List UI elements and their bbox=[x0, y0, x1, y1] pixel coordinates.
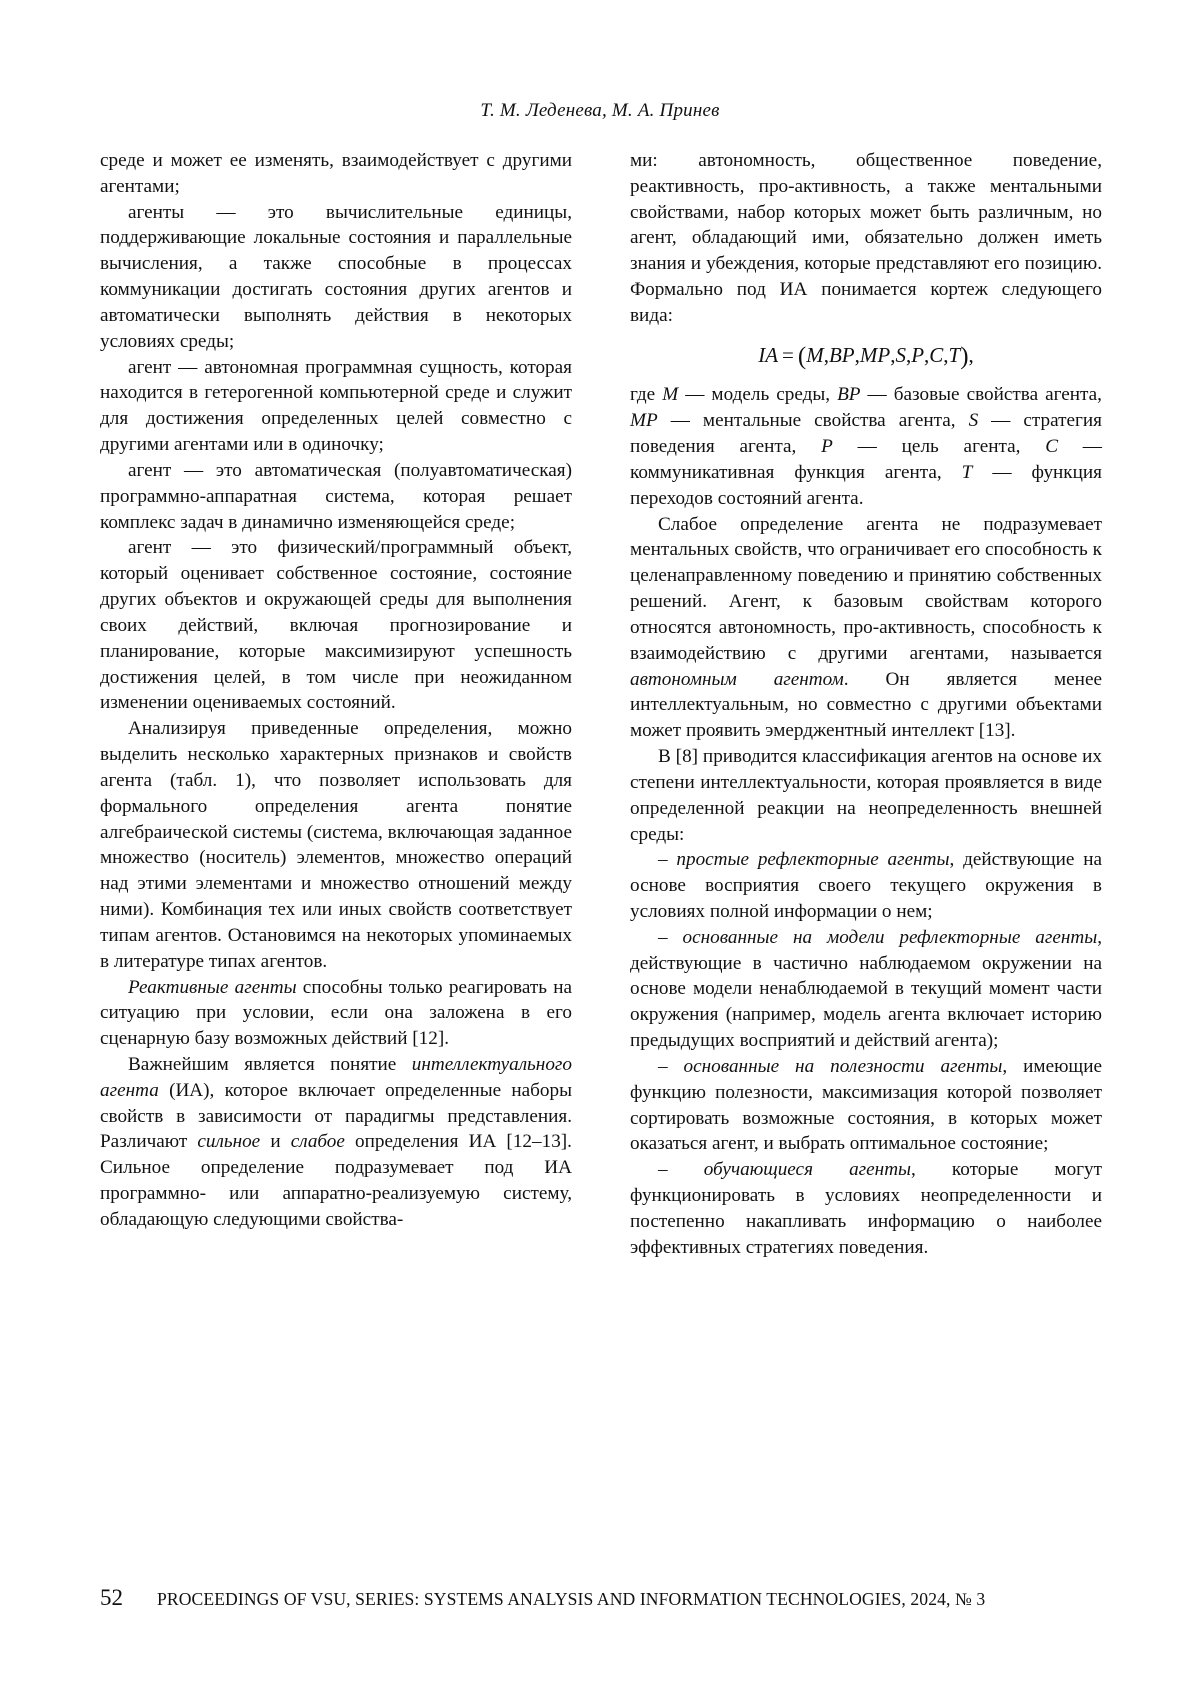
left-column bbox=[100, 148, 572, 1418]
list-dash: – bbox=[658, 926, 683, 948]
list-item-text: , которые могут функционировать в условиях неопределенности и постепенно накапливать информацию о наиболее эффективных стратегиях поведения. bbox=[630, 1159, 1103, 1258]
paragraph-text: Важнейшим является понятие bbox=[128, 1053, 412, 1075]
paragraph-intelligent-agent bbox=[100, 1052, 572, 1233]
symbol-MP: MP bbox=[630, 410, 658, 432]
formula-close-paren: ) bbox=[960, 342, 969, 370]
paragraph-text: способны только реагировать на ситуацию при условии, если она заложена в его сценарную базу возможных действий [12]. bbox=[100, 976, 572, 1050]
list-item-text: , действующие на основе восприятия своего текущего окружения в условиях полной информации о нем; bbox=[630, 849, 1102, 922]
formula-sep: , bbox=[823, 342, 829, 367]
running-head: Т. М. Леденева, М. А. Принев bbox=[480, 100, 720, 121]
paragraph: ми: автономность, общественное поведение, реактивность, про-активность, а также ментальными свойствами, набор которых может быть различным, но агент, обладающий ими, обязательно должен иметь знания и убеждения, которые представляют его позицию. Формально под ИА понимается кортеж следующего вида: bbox=[630, 150, 1102, 326]
list-item-simple-reflex bbox=[630, 847, 1102, 924]
list-item-learning bbox=[630, 1157, 1102, 1260]
symbol-C: C bbox=[1045, 436, 1059, 458]
paragraph-text: определения ИА [12–13]. Сильное определение подразумевает под ИА программно- или аппаратно-реализуемую систему, обладающую следующими свойства- bbox=[100, 1131, 572, 1230]
formula-open-paren: ( bbox=[797, 342, 807, 370]
symbol-P: P bbox=[821, 436, 833, 458]
paragraph: В [8] приводится классификация агентов на основе их степени интеллектуальности, которая проявляется в виде определенной реакции на неопределенность внешней среды: bbox=[630, 746, 1102, 845]
paragraph: агент — это физический/программный объект, который оценивает собственное состояние, состояние других объектов и окружающей среды для выполнения своих действий, включая прогнозирование и планирование, которые максимизируют успешность достижения целей, в том числе при неожиданном изменении оцениваемых состояний. bbox=[100, 537, 572, 714]
formula-arg: P bbox=[911, 342, 925, 367]
formula-sep: , bbox=[890, 342, 896, 367]
symbol-BP: BP bbox=[837, 384, 861, 406]
formula-arg: MP bbox=[859, 342, 891, 367]
term-model-based-reflex-agents: основанные на модели рефлекторные агенты bbox=[682, 926, 1098, 948]
list-dash: – bbox=[658, 1159, 704, 1181]
journal-title: PROCEEDINGS OF VSU, SERIES: SYSTEMS ANALYSIS AND INFORMATION TECHNOLOGIES, 2024, № 3 bbox=[157, 1589, 986, 1609]
paragraph-formula-legend: где M — модель среды, BP — базовые свойства агента, MP — ментальные свойства агента, S — стратегия поведения агента, P — цель агента, C — коммуникативная функция агента, T — функция переходов состояний агента. bbox=[630, 384, 1102, 509]
list-item-text: , имеющие функцию полезности, максимизация которой позволяет сортировать возможные состояния, в которых может оказаться агент, и выбрать оптимальное состояние; bbox=[630, 1055, 1102, 1155]
formula-trailing-comma: , bbox=[968, 342, 974, 367]
formula-sep: , bbox=[905, 342, 912, 367]
term-simple-reflex-agents: простые рефлекторные агенты bbox=[676, 849, 950, 871]
paragraph-text: (ИА), которое включает определенные наборы свойств в зависимости от парадигмы представления. Различают bbox=[100, 1079, 572, 1153]
formula-arg: T bbox=[948, 342, 961, 367]
term-reactive-agents: Реактивные агенты bbox=[128, 976, 297, 998]
term-utility-based-agents: основанные на полезности агенты bbox=[683, 1055, 1003, 1077]
two-column-body bbox=[100, 148, 1103, 1418]
paragraph-reactive-agents bbox=[100, 975, 572, 1052]
list-item-text: , действующие в частично наблюдаемом окружении на основе модели ненаблюдаемой в текущий момент части окружения (например, модель агента включает историю предыдущих восприятий и действий агента); bbox=[630, 926, 1102, 1052]
list-item-model-based-reflex bbox=[630, 925, 1102, 1054]
paragraph: среде и может ее изменять, взаимодействует с другими агентами; bbox=[100, 150, 572, 197]
term-intelligent-agent: интеллектуального агента bbox=[100, 1053, 572, 1101]
formula-arg: BP bbox=[828, 342, 855, 367]
term-autonomous-agent: автономным агентом bbox=[630, 668, 844, 690]
formula-sep: , bbox=[924, 342, 930, 367]
symbol-M: M bbox=[662, 384, 679, 406]
right-column bbox=[630, 148, 1102, 1418]
term-strong: сильное bbox=[197, 1131, 261, 1153]
list-dash: – bbox=[658, 1055, 684, 1077]
paragraph-autonomous-agent bbox=[630, 512, 1102, 744]
formula-intelligent-agent-tuple bbox=[630, 340, 1102, 374]
formula-arg: S bbox=[895, 342, 906, 367]
paragraph: агент — это автоматическая (полуавтоматическая) программно-аппаратная система, которая решает комплекс задач в динамично изменяющейся среде; bbox=[100, 459, 572, 533]
page-number: 52 bbox=[100, 1585, 123, 1610]
formula-equals: = bbox=[782, 342, 794, 367]
paragraph-text: Слабое определение агента не подразумевает ментальных свойств, что ограничивает его способность к целенаправленному поведению и принятию собственных решений. Агент, к базовым свойствам которого относятся автономность, про-активность, способность к взаимодействию с другими агентами, называется bbox=[630, 513, 1102, 664]
formula-arg: C bbox=[929, 342, 944, 367]
paragraph: агенты — это вычислительные единицы, поддерживающие локальные состояния и параллельные вычисления, а также способные в процессах коммуникации достигать состояния других агентов и автоматически выполнять действия в некоторых условиях среды; bbox=[100, 201, 572, 352]
symbol-T: T bbox=[961, 461, 973, 483]
paragraph-text: . Он является менее интеллектуальным, но совместно с другими объектами может проявить эмерджентный интеллект [13]. bbox=[630, 668, 1102, 742]
symbol-S: S bbox=[968, 410, 979, 432]
list-item-utility-based bbox=[630, 1054, 1102, 1157]
formula-sep: , bbox=[943, 342, 949, 367]
term-learning-agents: обучающиеся агенты bbox=[703, 1159, 912, 1181]
formula-arg: M bbox=[806, 342, 824, 367]
paragraph: агент — автономная программная сущность, которая находится в гетерогенной компьютерной среде и служит для достижения определенных целей совместно с другими агентами или в одиночку; bbox=[100, 356, 572, 456]
term-weak: слабое bbox=[290, 1131, 345, 1153]
list-dash: – bbox=[658, 849, 677, 871]
paragraph: Анализируя приведенные определения, можно выделить несколько характерных признаков и свойств агента (табл. 1), что позволяет использовать для формального определения агента понятие алгебраической системы (система, включающая заданное множество (носитель) элементов, множество операций над этими элементами и множество отношений между ними). Комбинация тех или иных свойств соответствует типам агентов. Остановимся на некоторых упоминаемых в литературе типах агентов. bbox=[100, 718, 572, 972]
formula-lhs: IA bbox=[758, 342, 779, 367]
formula-sep: , bbox=[854, 342, 860, 367]
page-footer bbox=[100, 1585, 1103, 1611]
paragraph-text: и bbox=[260, 1131, 291, 1153]
